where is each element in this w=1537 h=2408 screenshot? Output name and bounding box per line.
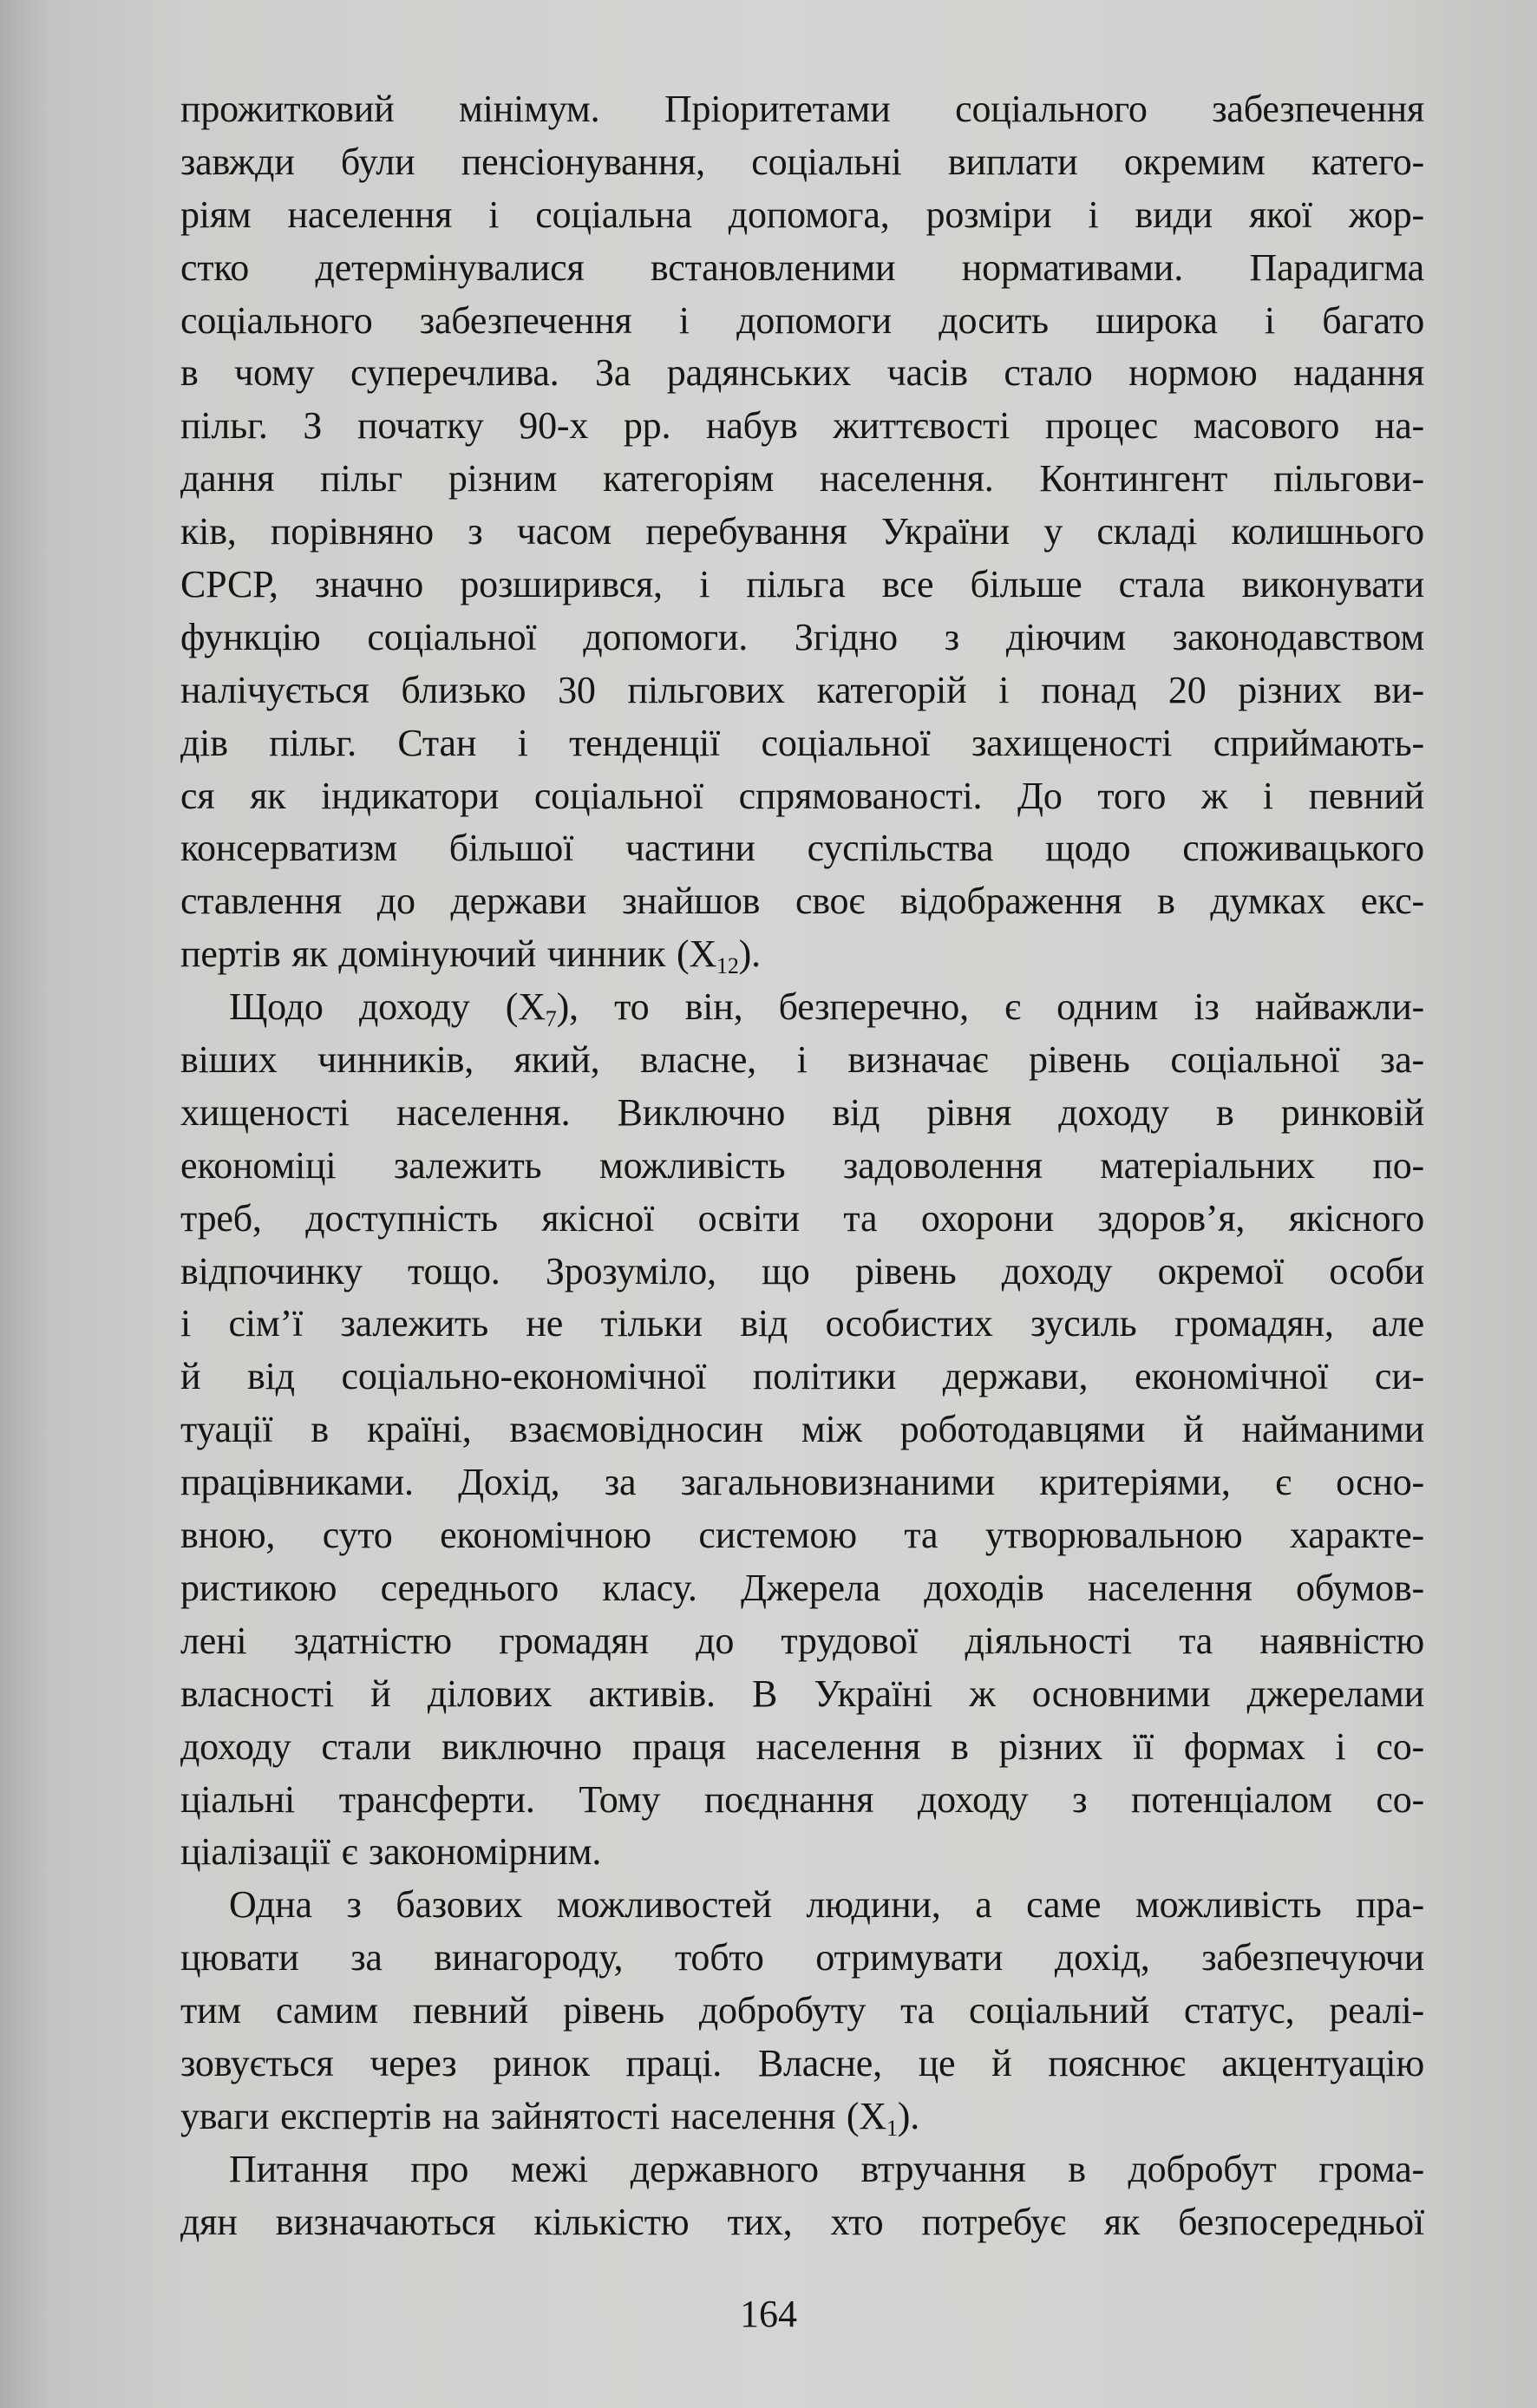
text-line: доходу стали виключно праця населення в різних її формах і со-: [180, 1724, 1424, 1768]
text-line: [180, 928, 1424, 981]
text-line: дання пільг різним категоріям населення. Контингент пільгови-: [180, 457, 1424, 501]
text-line: [180, 2091, 1424, 2143]
text-line: цювати за винагороду, тобто отримувати дохід, забезпечуючи: [180, 1936, 1424, 1979]
text-line: ціальні трансферти. Тому поєднання доходу з потенціалом со-: [180, 1777, 1424, 1821]
text-segment: пертів як домінуючий чинник (Х: [180, 932, 717, 976]
text-line: прожитковий мінімум. Пріоритетами соціального забезпечення: [180, 88, 1424, 130]
text-segment: Щодо доходу (Х: [229, 985, 546, 1029]
text-line: ристикою середнього класу. Джерела доходів населення обумов-: [180, 1566, 1424, 1609]
text-line: дів пільг. Стан і тенденції соціальної захищеності сприймають-: [180, 721, 1424, 764]
text-line: й від соціально-економічної політики держави, економічної си-: [180, 1355, 1424, 1398]
text-line: ціалізації є закономірним.: [180, 1830, 602, 1874]
subscript-index: 12: [716, 953, 739, 979]
page-number: 164: [740, 2293, 797, 2335]
text-line: СРСР, значно розширився, і пільга все більше стала виконувати: [180, 563, 1424, 606]
subscript-index: 7: [545, 1006, 557, 1032]
text-line: в чому суперечлива. За радянських часів стало нормою надання: [180, 351, 1424, 395]
text-line: тим самим певний рівень добробуту та соціальний статус, реалі-: [180, 1989, 1424, 2032]
text-line: ріям населення і соціальна допомога, розміри і види якої жор-: [180, 193, 1424, 236]
text-line: функцію соціальної допомоги. Згідно з діючим законодавством: [180, 615, 1424, 658]
text-segment: ).: [738, 932, 761, 976]
text-line: консерватизм більшої частини суспільства щодо споживацького: [180, 827, 1424, 870]
text-line: треб, доступність якісної освіти та охорони здоров’я, якісного: [180, 1196, 1424, 1240]
text-line: власності й ділових активів. В Україні ж основними джерелами: [180, 1672, 1424, 1715]
text-line: стко детермінувалися встановленими нормативами. Парадигма: [180, 245, 1424, 289]
text-line: зовується через ринок праці. Власне, це й пояснює акцентуацію: [180, 2041, 1424, 2084]
text-line: Одна з базових можливостей людини, а саме можливість пра-: [229, 1883, 1424, 1927]
text-line: ся як індикатори соціальної спрямованості. До того ж і певний: [180, 774, 1424, 817]
text-line: туації в країні, взаємовідносин між роботодавцями й найманими: [180, 1408, 1424, 1451]
text-segment: ), то він, безперечно, є одним із найважли-: [556, 985, 1424, 1029]
text-line: працівниками. Дохід, за загальновизнаними критеріями, є осно-: [180, 1461, 1424, 1504]
text-line: дян визначаються кількістю тих, хто потребує як безпосередньої: [180, 2200, 1424, 2243]
text-line: [180, 981, 1424, 1034]
subscript-index: 1: [886, 2115, 898, 2141]
text-line: і сім’ї залежить не тільки від особистих зусиль громадян, але: [180, 1302, 1424, 1345]
body-text: [180, 83, 1424, 2249]
text-line: налічується близько 30 пільгових категорій і понад 20 різних ви-: [180, 668, 1424, 711]
text-line: ставлення до держави знайшов своє відображення в думках екс-: [180, 880, 1424, 923]
text-line: Питання про межі державного втручання в добробут грома-: [229, 2147, 1424, 2190]
text-segment: ).: [897, 2094, 920, 2137]
text-line: вною, суто економічною системою та утворювальною характе-: [180, 1514, 1424, 1557]
text-line: відпочинку тощо. Зрозуміло, що рівень доходу окремої особи: [180, 1249, 1424, 1292]
text-line: економіці залежить можливість задоволення матеріальних по-: [180, 1143, 1424, 1187]
page-edge-shadow: [0, 0, 52, 2408]
text-line: хищеності населення. Виключно від рівня доходу в ринковій: [180, 1090, 1424, 1134]
text-line: пільг. З початку 90-х рр. набув життєвості процес масового на-: [180, 404, 1424, 448]
text-line: віших чинників, який, власне, і визначає рівень соціальної за-: [180, 1038, 1424, 1082]
text-line: завжди були пенсіонування, соціальні виплати окремим катего-: [180, 140, 1424, 183]
text-segment: уваги експертів на зайнятості населення (Х: [180, 2094, 886, 2137]
text-line: лені здатністю громадян до трудової діяльності та наявністю: [180, 1619, 1424, 1662]
text-line: ків, порівняно з часом перебування України у складі колишнього: [180, 510, 1424, 553]
text-line: соціального забезпечення і допомоги досить широка і багато: [180, 298, 1424, 342]
